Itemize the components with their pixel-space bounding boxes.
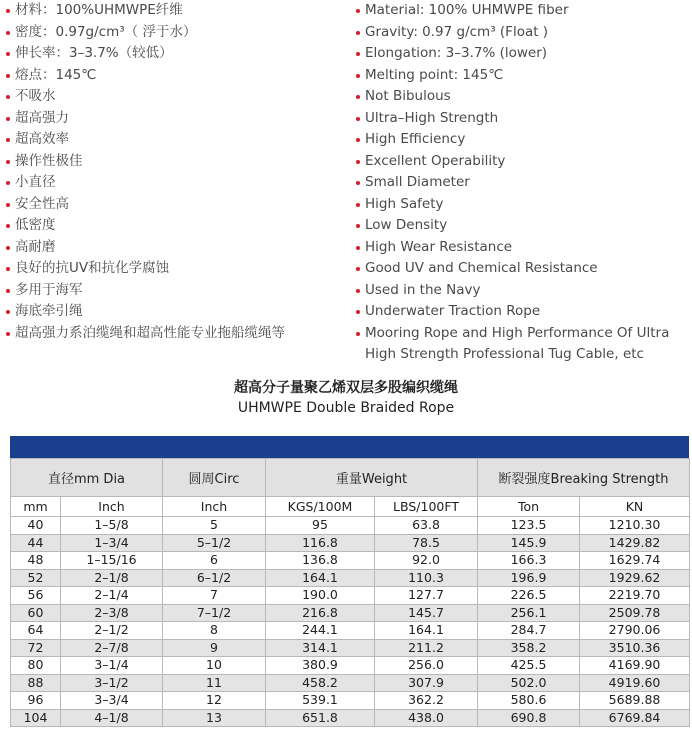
- table-cell: 256.0: [375, 657, 478, 675]
- table-body: [11, 517, 690, 727]
- table-cell: 1210.30: [580, 517, 690, 535]
- table-cell: 60: [11, 604, 61, 622]
- table-cell: 1–15/16: [61, 552, 163, 570]
- table-cell: 13: [163, 709, 266, 727]
- feature-item: 超高强力: [6, 108, 346, 130]
- table-cell: 1629.74: [580, 552, 690, 570]
- table-cell: 438.0: [375, 709, 478, 727]
- table-cell: 3–1/2: [61, 674, 163, 692]
- table-group-header-row: [11, 459, 690, 497]
- table-cell: 4919.60: [580, 674, 690, 692]
- feature-item: High Efficiency: [356, 129, 692, 151]
- table-cell: 1–5/8: [61, 517, 163, 535]
- table-cell: 1429.82: [580, 534, 690, 552]
- table-cell: 196.9: [478, 569, 580, 587]
- table-cell: 2–7/8: [61, 639, 163, 657]
- table-title-english: UHMWPE Double Braided Rope: [237, 400, 455, 416]
- feature-item: 小直径: [6, 172, 346, 194]
- feature-item: Elongation: 3–3.7% (lower): [356, 43, 692, 65]
- table-row: [11, 569, 690, 587]
- table-cell: 211.2: [375, 639, 478, 657]
- feature-item: High Wear Resistance: [356, 237, 692, 259]
- table-cell: 127.7: [375, 587, 478, 605]
- table-cell: 362.2: [375, 692, 478, 710]
- table-cell: 226.5: [478, 587, 580, 605]
- table-cell: 284.7: [478, 622, 580, 640]
- group-header-breaking-strength: 断裂强度Breaking Strength: [478, 459, 690, 497]
- feature-item: Good UV and Chemical Resistance: [356, 258, 692, 280]
- feature-item: Material: 100% UHMWPE fiber: [356, 0, 692, 22]
- table-row: [11, 639, 690, 657]
- feature-item: Used in the Navy: [356, 280, 692, 302]
- table-cell: 10: [163, 657, 266, 675]
- table-cell: 651.8: [266, 709, 375, 727]
- table-cell: 164.1: [266, 569, 375, 587]
- table-cell: 2219.70: [580, 587, 690, 605]
- feature-item: 操作性极佳: [6, 151, 346, 173]
- table-cell: 80: [11, 657, 61, 675]
- feature-item: 材料：100%UHMWPE纤维: [6, 0, 346, 22]
- table-cell: 116.8: [266, 534, 375, 552]
- feature-item: Low Density: [356, 215, 692, 237]
- table-cell: 96: [11, 692, 61, 710]
- unit-header: Inch: [61, 497, 163, 517]
- table-cell: 216.8: [266, 604, 375, 622]
- table-row: [11, 622, 690, 640]
- unit-header: KGS/100M: [266, 497, 375, 517]
- table-cell: 502.0: [478, 674, 580, 692]
- table-cell: 458.2: [266, 674, 375, 692]
- feature-item: 良好的抗UV和抗化学腐蚀: [6, 258, 346, 280]
- features-list-chinese: [6, 0, 346, 344]
- table-title: [0, 378, 692, 418]
- feature-item: Not Bibulous: [356, 86, 692, 108]
- feature-item: 多用于海军: [6, 280, 346, 302]
- specification-table: [10, 458, 690, 727]
- table-cell: 63.8: [375, 517, 478, 535]
- table-row: [11, 709, 690, 727]
- table-cell: 88: [11, 674, 61, 692]
- table-cell: 104: [11, 709, 61, 727]
- feature-item: Melting point: 145℃: [356, 65, 692, 87]
- unit-header: LBS/100FT: [375, 497, 478, 517]
- unit-header: Inch: [163, 497, 266, 517]
- table-cell: 48: [11, 552, 61, 570]
- feature-item: Excellent Operability: [356, 151, 692, 173]
- unit-header: Ton: [478, 497, 580, 517]
- table-cell: 92.0: [375, 552, 478, 570]
- table-cell: 7: [163, 587, 266, 605]
- features-list-english: [356, 0, 692, 366]
- table-cell: 1–3/4: [61, 534, 163, 552]
- table-cell: 690.8: [478, 709, 580, 727]
- feature-item: 熔点：145℃: [6, 65, 346, 87]
- table-cell: 6769.84: [580, 709, 690, 727]
- feature-item: High Safety: [356, 194, 692, 216]
- table-row: [11, 692, 690, 710]
- table-cell: 4169.90: [580, 657, 690, 675]
- table-cell: 44: [11, 534, 61, 552]
- table-cell: 2790.06: [580, 622, 690, 640]
- table-row: [11, 587, 690, 605]
- table-cell: 78.5: [375, 534, 478, 552]
- table-cell: 166.3: [478, 552, 580, 570]
- feature-item: Ultra–High Strength: [356, 108, 692, 130]
- feature-item: Underwater Traction Rope: [356, 301, 692, 323]
- group-header-diameter: 直径mm Dia: [11, 459, 163, 497]
- table-cell: 539.1: [266, 692, 375, 710]
- feature-item: Small Diameter: [356, 172, 692, 194]
- table-cell: 425.5: [478, 657, 580, 675]
- table-cell: 190.0: [266, 587, 375, 605]
- feature-item: 海底牵引绳: [6, 301, 346, 323]
- unit-header: mm: [11, 497, 61, 517]
- table-row: [11, 604, 690, 622]
- table-unit-header-row: [11, 497, 690, 517]
- table-cell: 1929.62: [580, 569, 690, 587]
- table-row: [11, 534, 690, 552]
- table-cell: 2–3/8: [61, 604, 163, 622]
- table-cell: 580.6: [478, 692, 580, 710]
- table-cell: 56: [11, 587, 61, 605]
- table-cell: 64: [11, 622, 61, 640]
- table-cell: 6–1/2: [163, 569, 266, 587]
- feature-item: 超高效率: [6, 129, 346, 151]
- table-cell: 307.9: [375, 674, 478, 692]
- table-cell: 7–1/2: [163, 604, 266, 622]
- table-row: [11, 517, 690, 535]
- table-title-chinese: 超高分子量聚乙烯双层多股编织缆绳: [234, 380, 458, 396]
- unit-header: KN: [580, 497, 690, 517]
- feature-item: Gravity: 0.97 g/cm³ (Float ): [356, 22, 692, 44]
- feature-item: Mooring Rope and High Performance Of Ultra High Strength Professional Tug Cable, etc: [356, 323, 692, 366]
- feature-item: 超高强力系泊缆绳和超高性能专业拖船缆绳等: [6, 323, 346, 345]
- table-cell: 244.1: [266, 622, 375, 640]
- feature-item: 不吸水: [6, 86, 346, 108]
- table-cell: 2–1/4: [61, 587, 163, 605]
- group-header-circumference: 圆周Circ: [163, 459, 266, 497]
- table-cell: 314.1: [266, 639, 375, 657]
- table-cell: 3–1/4: [61, 657, 163, 675]
- feature-item: 安全性高: [6, 194, 346, 216]
- table-cell: 4–1/8: [61, 709, 163, 727]
- table-cell: 9: [163, 639, 266, 657]
- table-cell: 2–1/2: [61, 622, 163, 640]
- table-cell: 380.9: [266, 657, 375, 675]
- table-row: [11, 552, 690, 570]
- table-cell: 2509.78: [580, 604, 690, 622]
- table-cell: 52: [11, 569, 61, 587]
- feature-item: 低密度: [6, 215, 346, 237]
- table-cell: 164.1: [375, 622, 478, 640]
- table-cell: 5689.88: [580, 692, 690, 710]
- table-cell: 72: [11, 639, 61, 657]
- table-cell: 136.8: [266, 552, 375, 570]
- table-cell: 95: [266, 517, 375, 535]
- table-cell: 110.3: [375, 569, 478, 587]
- table-cell: 5–1/2: [163, 534, 266, 552]
- table-cell: 8: [163, 622, 266, 640]
- table-cell: 3510.36: [580, 639, 690, 657]
- table-cell: 256.1: [478, 604, 580, 622]
- table-cell: 145.7: [375, 604, 478, 622]
- table-cell: 12: [163, 692, 266, 710]
- feature-item: 高耐磨: [6, 237, 346, 259]
- feature-item: 伸长率：3–3.7%（较低）: [6, 43, 346, 65]
- table-cell: 11: [163, 674, 266, 692]
- table-cell: 6: [163, 552, 266, 570]
- table-cell: 2–1/8: [61, 569, 163, 587]
- table-header-band: [10, 436, 689, 458]
- table-cell: 40: [11, 517, 61, 535]
- table-cell: 123.5: [478, 517, 580, 535]
- feature-item: 密度：0.97g/cm³（ 浮于水）: [6, 22, 346, 44]
- group-header-weight: 重量Weight: [266, 459, 478, 497]
- table-cell: 358.2: [478, 639, 580, 657]
- table-cell: 3–3/4: [61, 692, 163, 710]
- table-cell: 145.9: [478, 534, 580, 552]
- table-row: [11, 657, 690, 675]
- table-cell: 5: [163, 517, 266, 535]
- table-row: [11, 674, 690, 692]
